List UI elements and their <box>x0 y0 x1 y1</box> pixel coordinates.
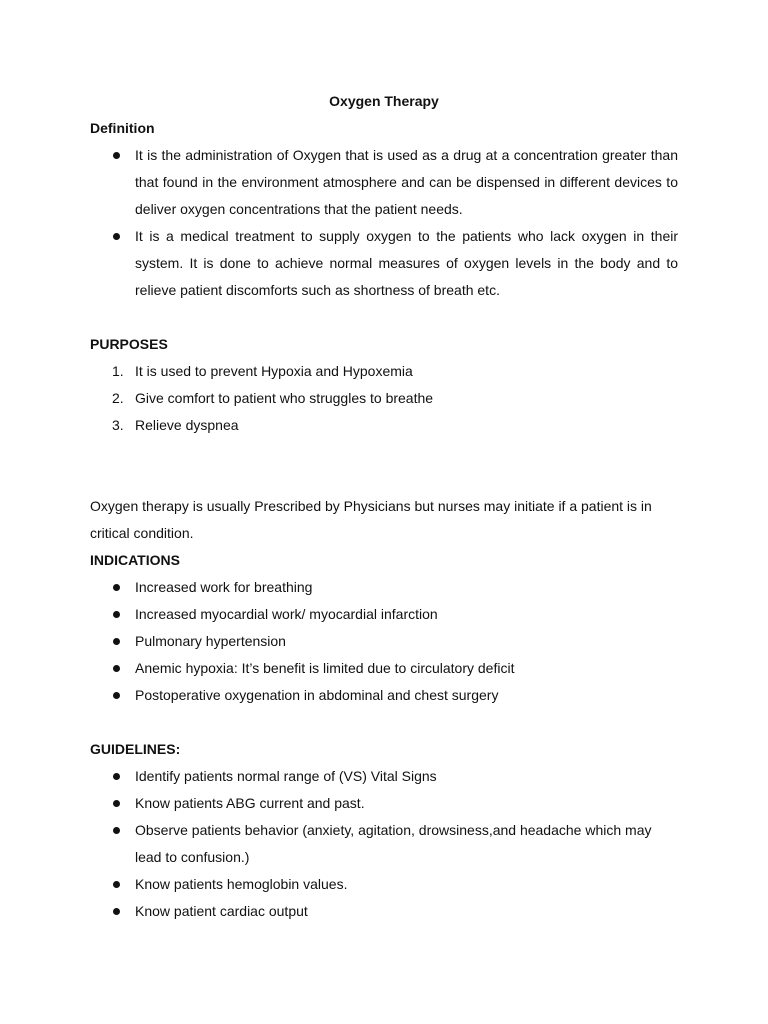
list-item <box>90 358 678 385</box>
bullet-icon <box>113 692 120 699</box>
list-item <box>90 682 678 709</box>
definition-heading: Definition <box>90 120 155 136</box>
list-item-text: Identify patients normal range of (VS) Vital Signs <box>135 768 437 784</box>
list-item <box>90 223 678 304</box>
list-item-text: Increased myocardial work/ myocardial infarction <box>135 606 438 622</box>
list-item <box>90 655 678 682</box>
bullet-icon <box>113 233 120 240</box>
list-item-text: It is a medical treatment to supply oxygen to the patients who lack oxygen in their system. It is done to achieve normal measures of oxygen levels in the body and to relieve patient discomforts such as shortness of breath etc. <box>135 228 678 298</box>
list-item-text: Give comfort to patient who struggles to breathe <box>135 390 434 406</box>
list-item-text: Increased work for breathing <box>135 579 313 595</box>
list-item <box>90 871 678 898</box>
list-number: 3. <box>112 417 124 433</box>
spacer <box>90 304 678 331</box>
bullet-icon <box>113 881 120 888</box>
bullet-icon <box>113 827 120 834</box>
list-item-text: Know patient cardiac output <box>135 903 308 919</box>
indications-list <box>90 574 678 709</box>
list-item-text: Observe patients behavior (anxiety, agitation, drowsiness,and headache which may lead to confusion.) <box>135 822 652 865</box>
guidelines-list <box>90 763 678 925</box>
list-item-text: It is the administration of Oxygen that is used as a drug at a concentration greater than that found in the environment atmosphere and can be dispensed in different devices to deliver oxygen concentrations that the patient needs. <box>135 147 678 217</box>
list-item <box>90 601 678 628</box>
list-item-text: Pulmonary hypertension <box>135 633 286 649</box>
list-number: 2. <box>112 390 124 406</box>
list-number: 1. <box>112 363 124 379</box>
bullet-icon <box>113 152 120 159</box>
bullet-icon <box>113 800 120 807</box>
list-item <box>90 817 678 871</box>
guidelines-heading: GUIDELINES: <box>90 741 181 757</box>
list-item-text: Anemic hypoxia: It’s benefit is limited due to circulatory deficit <box>135 660 515 676</box>
bullet-icon <box>113 611 120 618</box>
list-item-text: Relieve dyspnea <box>135 417 239 433</box>
spacer <box>90 709 678 736</box>
purposes-heading: PURPOSES <box>90 336 168 352</box>
document-page <box>90 88 678 925</box>
list-item <box>90 898 678 925</box>
prescription-note: Oxygen therapy is usually Prescribed by Physicians but nurses may initiate if a patient is in critical condition. <box>90 498 652 541</box>
list-item-text: Know patients ABG current and past. <box>135 795 365 811</box>
list-item <box>90 385 678 412</box>
spacer <box>90 439 678 493</box>
bullet-icon <box>113 773 120 780</box>
bullet-icon <box>113 908 120 915</box>
document-title: Oxygen Therapy <box>329 93 439 109</box>
indications-heading: INDICATIONS <box>90 552 180 568</box>
list-item-text: Know patients hemoglobin values. <box>135 876 348 892</box>
list-item-text: It is used to prevent Hypoxia and Hypoxemia <box>135 363 413 379</box>
list-item <box>90 790 678 817</box>
definition-list <box>90 142 678 304</box>
list-item <box>90 574 678 601</box>
purposes-list <box>90 358 678 439</box>
list-item <box>90 628 678 655</box>
list-item <box>90 142 678 223</box>
bullet-icon <box>113 638 120 645</box>
list-item <box>90 412 678 439</box>
list-item-text: Postoperative oxygenation in abdominal and chest surgery <box>135 687 499 703</box>
bullet-icon <box>113 584 120 591</box>
list-item <box>90 763 678 790</box>
bullet-icon <box>113 665 120 672</box>
